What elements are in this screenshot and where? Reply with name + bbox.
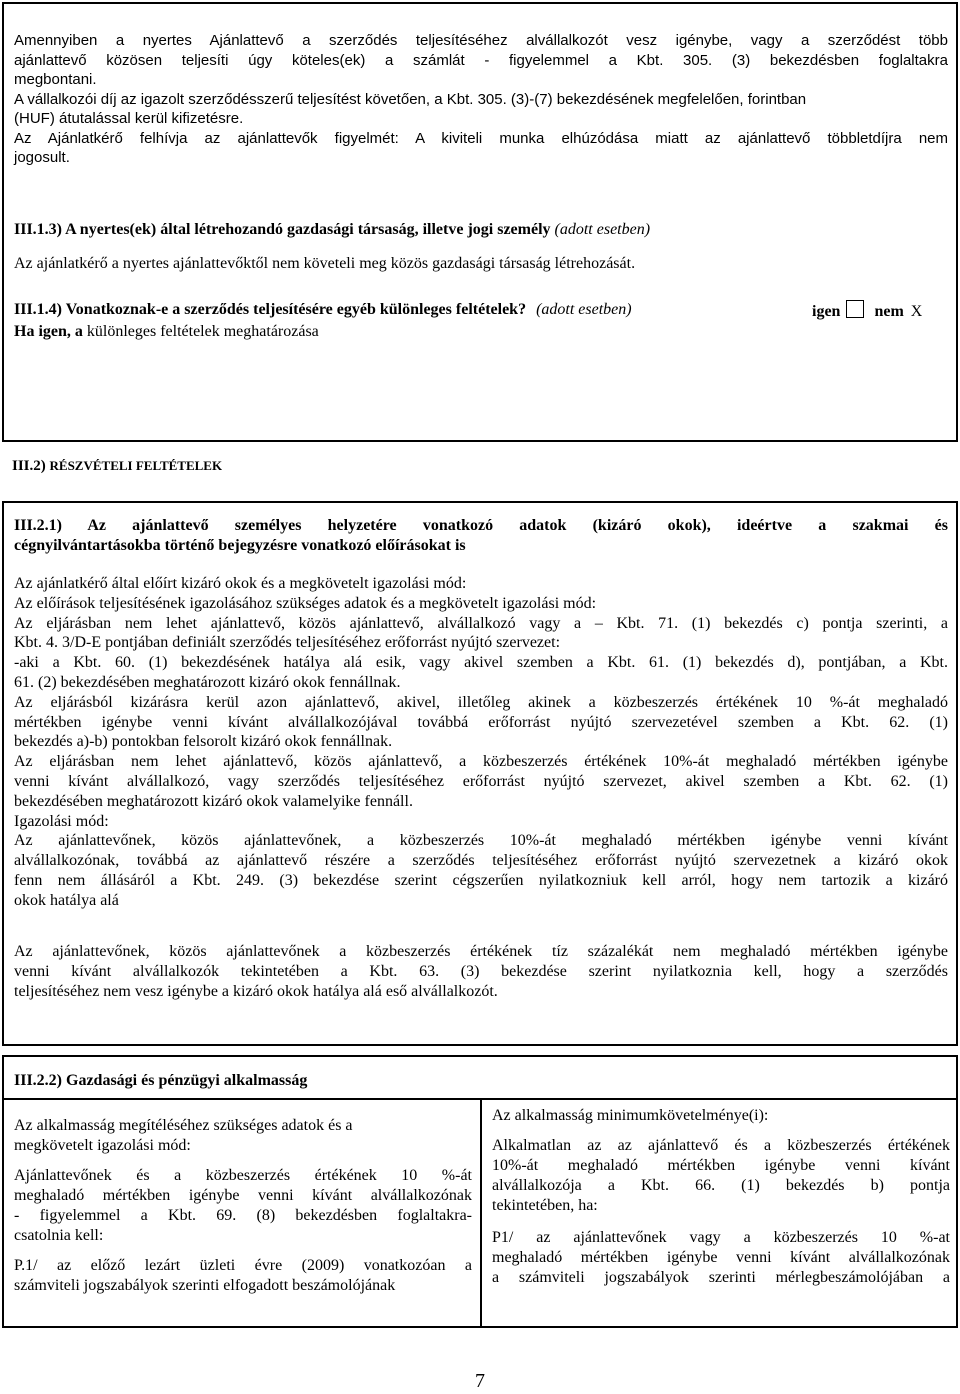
section-313-title: III.1.3) A nyertes(ek) által létrehozandó gazdasági társaság, illetve jogi személy (adott esetben): [14, 221, 651, 238]
section-313-text: Az ajánlatkérő a nyertes ajánlattevőktől nem követeli meg közös gazdasági társaság létrehozását.: [14, 255, 636, 272]
text-line: megbontani.: [14, 71, 97, 88]
text-line: Az ajánlattevőnek, közös ajánlattevőnek a közbeszerzés értékének tíz százalékát nem meghaladó mértékben igénybe: [14, 943, 948, 960]
text-line: Az előírások teljesítésének igazolásához szükséges adatok és a megkövetelt igazolási mód:: [14, 594, 597, 612]
payment-paragraph: [14, 31, 948, 168]
heading-iii-2: III.2) RÉSZVÉTELI FELTÉTELEK: [12, 458, 223, 474]
text-line: bekezdésében meghatározott kizáró okok valamelyike fennáll.: [14, 792, 413, 810]
section-322-title-box: [2, 1055, 958, 1099]
yes-no-selector: [812, 300, 922, 322]
text-line: 61. (2) bekezdésében meghatározott kizáró okok fennállnak.: [14, 673, 401, 691]
left-column: Az alkalmasság megítéléséhez szükséges adatok és a megkövetelt igazolási mód: Ajánlattevőnek és a közbeszerzés értékének 10 %-át meghaladó mértékben igénybe venni kívánt alvállalkozónak - figyelemmel a Kbt. 69. (8) bekezdésben foglaltakra- csatolnia kell: P.1/ az előző lezárt üzleti évre (2009) vonatkozóan a számviteli jogszabályok szerinti elfogadott beszámolójának: [14, 1117, 472, 1294]
text-line: A vállalkozói díj az igazolt szerződésszerű teljesítést követően, a Kbt. 305. (3)-(7) bekezdésének megfelelően, forintban: [14, 90, 807, 108]
text-line: fenn nem állásáról a Kbt. 249. (3) bekezdése szerint cégszerűen nyilatkozniuk kell arról, hogy nem tartozik a kizáró: [14, 871, 948, 889]
text-line: bekezdés a)-b) pontokban felsorolt kizáró okok fennállnak.: [14, 733, 393, 751]
text-line: Az ajánlattevőnek, közös ajánlattevőnek, a közbeszerzés 10%-át meghaladó mértékben igénybe venni kívánt: [14, 832, 948, 850]
text-line: okok hatálya alá: [14, 891, 119, 909]
text-line: Az eljárásban nem lehet ajánlattevő, közös ajánlattevő, a közbeszerzés értékének 10%-át meghaladó mértékben igénybe: [14, 753, 948, 771]
section-322-table: [2, 1098, 958, 1328]
no-mark: X: [910, 303, 923, 320]
section-321-body: [14, 574, 948, 911]
text-line: venni kívánt alvállalkozók tekintetében a Kbt. 63. (3) bekezdése szerint nyilatkoznia kell, hogy a szerződés: [14, 962, 948, 980]
text-line: teljesítéséhez nem vesz igénybe a kizáró okok hatálya alá eső alvállalkozót.: [14, 982, 498, 1000]
section-321-box: [2, 501, 958, 1046]
page-number: 7: [475, 1370, 485, 1392]
yes-label: igen: [812, 303, 841, 320]
section-314-sub: Ha igen, a különleges feltételek meghatározása: [14, 323, 319, 340]
section-314-title: III.1.4) Vonatkoznak-e a szerződés teljesítésére egyéb különleges feltételek? (adott esetben): [14, 301, 632, 318]
text-line: Amennyiben a nyertes Ajánlattevő a szerződés teljesítéséhez alvállalkozót vesz igénybe, vagy a szerződést több: [14, 32, 948, 49]
table-divider: [480, 1100, 482, 1326]
text-line: jogosult.: [14, 149, 70, 166]
text-line: alvállalkozónak, továbbá az ajánlattevő részére a szerződés teljesítéséhez erőforrást nyújtó szervezetnek a kizáró okok: [14, 852, 948, 870]
text-line: venni kívánt alvállalkozó, vagy szerződés teljesítéséhez erőforrást nyújtó szervezet, akivel szemben a Kbt. 62. (1): [14, 772, 948, 790]
section-321-title: III.2.1) Az ajánlattevő személyes helyzetére vonatkozó adatok (kizáró okok), ideértve a szakmai és cégnyilvántartásokba történő bejegyzésre vonatkozó előírásokat is: [14, 517, 948, 554]
text-line: (HUF) átutalással kerül kifizetésre.: [14, 110, 244, 127]
text-line: mértékben igénybe venni kívánt alvállalkozójával továbbá erőforrást nyújtó szervezetével szemben a Kbt. 62. (1): [14, 713, 948, 731]
text-line: -aki a Kbt. 60. (1) bekezdésének hatálya alá esik, vagy akivel szemben a Kbt. 61. (1) bekezdés d), pontjában, a Kbt.: [14, 654, 948, 672]
top-section-box: [2, 2, 958, 442]
text-line: Az Ajánlatkérő felhívja az ajánlattevők figyelmét: A kiviteli munka elhúzódása miatt az ajánlattevő többletdíjra nem: [14, 129, 948, 147]
text-line: Kbt. 4. 3/D-E pontjában definiált szerződés teljesítéséhez erőforrást nyújtó szervezet:: [14, 634, 561, 652]
text-line: Az eljárásban nem lehet ajánlattevő, közös ajánlattevő, alvállalkozó vagy a – Kbt. 71. (1) bekezdés c) pontja szerinti, a: [14, 614, 948, 632]
text-line: Az eljárásból kizárásra kerül azon ajánlattevő, akivel, illetőleg akinek a közbeszerzés értékének 10 %-át meghaladó: [14, 693, 948, 711]
section-321-body-2: [14, 942, 948, 1001]
text-line: Igazolási mód:: [14, 812, 109, 830]
text-line: Az ajánlatkérő által előírt kizáró okok és a megkövetelt igazolási mód:: [14, 575, 467, 592]
text-line: ajánlattevő közösen teljesíti úgy köteles(ek) a számlát - figyelemmel a Kbt. 305. (3) bekezdésben foglaltakra: [14, 51, 948, 69]
section-322-title: III.2.2) Gazdasági és pénzügyi alkalmasság: [14, 1072, 308, 1089]
right-column: Az alkalmasság minimumkövetelménye(i): Alkalmatlan az az ajánlattevő és a közbeszerzés értékének 10%-át meghaladó mértékben igénybe venni kívánt alvállalkozója a Kbt. 66. (1) bekezdés b) pontja tekintetében, ha: P1/ az ajánlattevőnek vagy a közbeszerzés 10 %-at meghaladó mértékben igénybe venni kívánt alvállalkozónak a számviteli jogszabályok szerinti mérlegbeszámolójában a: [492, 1107, 950, 1286]
no-label: nem: [874, 303, 904, 320]
yes-checkbox[interactable]: [846, 300, 864, 318]
